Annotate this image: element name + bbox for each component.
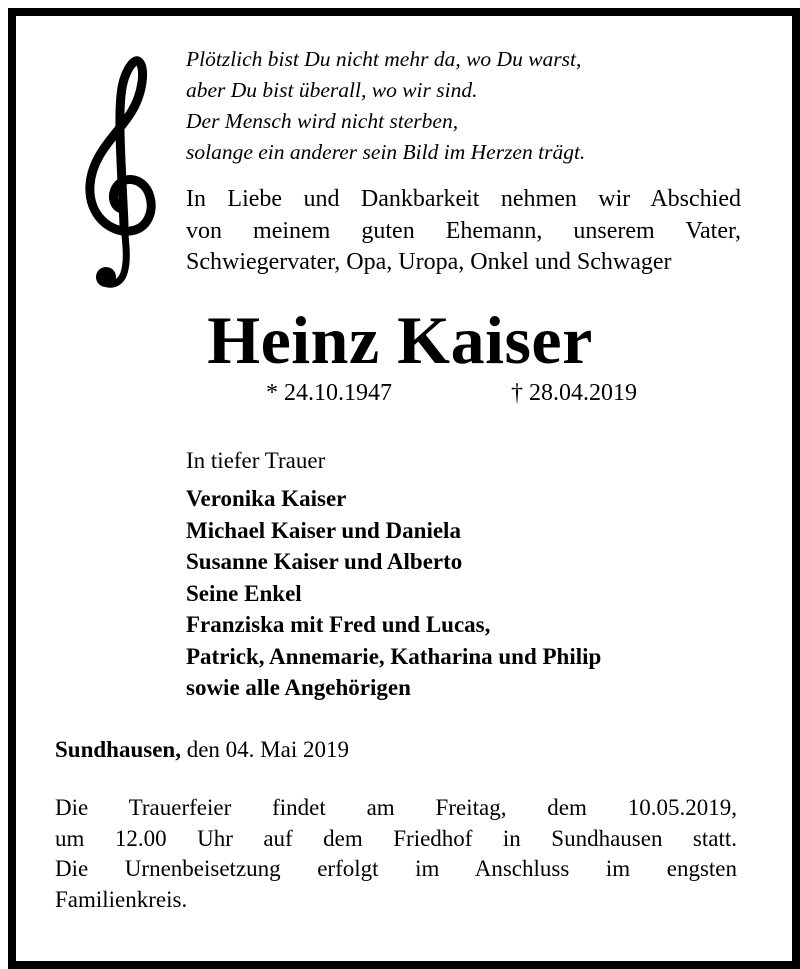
intro-line: Schwiegervater, Opa, Uropa, Onkel und Schwager <box>186 249 672 275</box>
details-line: Familienkreis. <box>55 886 188 912</box>
life-dates <box>266 378 637 408</box>
mourner-line: Franziska mit Fred und Lucas, <box>186 612 491 637</box>
farewell-intro <box>186 184 741 279</box>
deceased-name: Heinz Kaiser <box>207 302 593 378</box>
details-line: um 12.00 Uhr auf dem Friedhof in Sundhausen statt. <box>55 825 737 851</box>
town: Sundhausen, <box>55 737 181 762</box>
funeral-details <box>55 793 737 915</box>
poem <box>186 44 585 168</box>
treble-clef-icon <box>78 55 158 295</box>
mourners-list <box>186 483 601 704</box>
death-date: † 28.04.2019 <box>511 380 637 406</box>
intro-line: von meinem guten Ehemann, unserem Vater, <box>186 217 741 244</box>
mourner-line: sowie alle Angehörigen <box>186 675 411 700</box>
poem-line: Der Mensch wird nicht sterben, <box>186 109 459 133</box>
birth-date: * 24.10.1947 <box>266 380 392 406</box>
poem-line: solange ein anderer sein Bild im Herzen trägt. <box>186 140 586 164</box>
poem-line: Plötzlich bist Du nicht mehr da, wo Du warst, <box>186 47 582 71</box>
mourning-intro: In tiefer Trauer <box>186 448 326 473</box>
intro-line: In Liebe und Dankbarkeit nehmen wir Abschied <box>186 186 741 212</box>
mourner-line: Michael Kaiser und Daniela <box>186 517 461 543</box>
details-line: Die Urnenbeisetzung erfolgt im Anschluss im engsten <box>55 856 737 881</box>
details-line: Die Trauerfeier findet am Freitag, dem 10.05.2019, <box>55 795 737 820</box>
mourner-line: Patrick, Annemarie, Katharina und Philip <box>186 643 602 669</box>
poem-line: aber Du bist überall, wo wir sind. <box>186 78 478 102</box>
place-and-date <box>55 735 349 765</box>
mourner-line: Susanne Kaiser und Alberto <box>186 549 463 574</box>
mourner-line: Veronika Kaiser <box>186 486 347 511</box>
notice-date: den 04. Mai 2019 <box>180 737 349 762</box>
mourner-line: Seine Enkel <box>186 580 302 606</box>
